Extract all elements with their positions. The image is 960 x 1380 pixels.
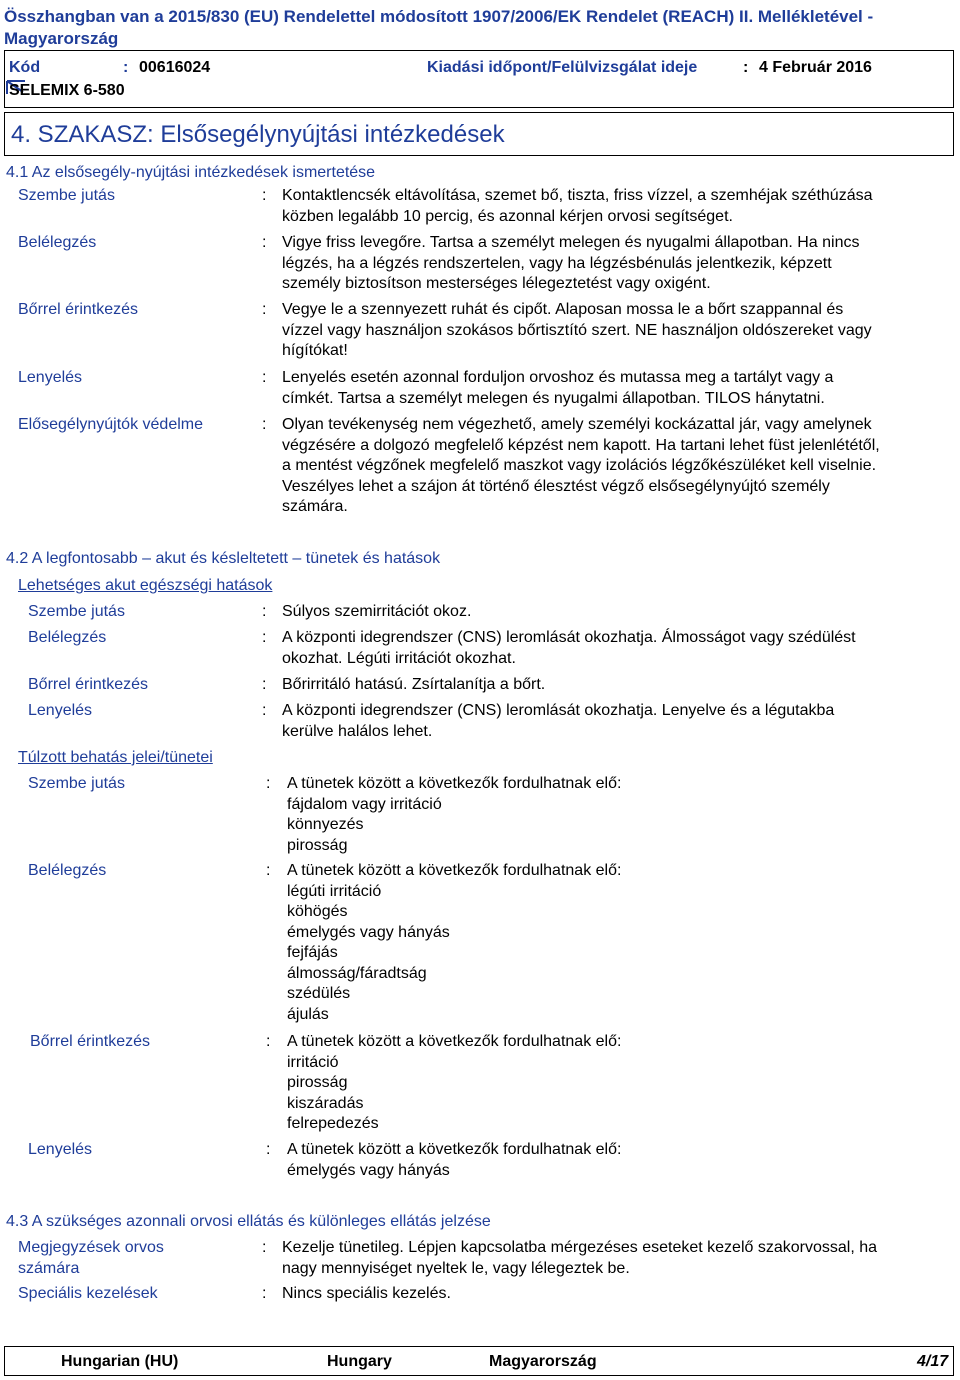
acute-inhalation-colon: : — [262, 629, 267, 646]
over-eye-line: pirosság — [287, 836, 348, 854]
over-skin-line: kiszáradás — [287, 1094, 364, 1112]
over-eye-text — [287, 774, 959, 856]
date-label: Kiadási időpont/Felülvizsgálat ideje — [427, 59, 698, 76]
s43-physician-label-line: Megjegyzések orvos — [18, 1239, 164, 1256]
s41-responders-line: Olyan tevékenység nem végezhető, amely személyi kockázattal jár, vagy amelynek — [282, 416, 872, 433]
s41-responders-line: a mentést végzőnek megfelelő maszkot vagy izolációs légzőkészüléket kell viselnie. — [282, 457, 877, 474]
s41-eye-label: Szembe jutás — [18, 187, 115, 204]
s43-special-label: Speciális kezelések — [18, 1285, 158, 1302]
s41-inhalation-line: Vigye friss levegőre. Tartsa a személyt melegen és nyugalmi állapotban. Ha nincs — [282, 234, 860, 251]
over-inhalation-line: ájulás — [287, 1005, 329, 1023]
page-footer — [4, 1346, 954, 1376]
s43-physician-colon: : — [262, 1239, 267, 1256]
acute-inhalation-line: A központi idegrendszer (CNS) leromlását okozhatja. Álmosságot vagy szédülést — [282, 629, 856, 646]
over-inhalation-colon: : — [266, 862, 271, 879]
over-inhalation-line: légúti irritáció — [287, 882, 382, 900]
s41-ingestion-line: címkét. Tartsa a személyt melegen és nyugalmi állapotban. TILOS hánytatni. — [282, 389, 825, 407]
section-header-box — [4, 112, 954, 156]
subsection-4-3-title: 4.3 A szükséges azonnali orvosi ellátás és különleges ellátás jelzése — [6, 1213, 491, 1230]
code-colon: : — [123, 59, 129, 76]
subsection-4-1-title: 4.1 Az elsősegély-nyújtási intézkedések ismertetése — [6, 164, 376, 181]
document-title-line1: Összhangban van a 2015/830 (EU) Rendelettel módosított 1907/2006/EK Rendelet (REACH) II. Mellékletével - — [4, 7, 874, 26]
acute-eye-text — [282, 602, 954, 623]
s43-special-colon: : — [262, 1285, 267, 1302]
over-ingestion-colon: : — [266, 1141, 271, 1158]
s41-skin-line: hígítókat! — [282, 342, 348, 359]
s43-special-line: Nincs speciális kezelés. — [282, 1285, 451, 1302]
s41-eye-line: Kontaktlencsék eltávolítása, szemet bő, tiszta, friss vízzel, a szemhéjak széthúzása — [282, 187, 873, 204]
over-eye-line: fájdalom vagy irritáció — [287, 795, 442, 813]
acute-skin-label: Bőrrel érintkezés — [28, 676, 149, 693]
acute-skin-text — [282, 675, 954, 696]
s41-responders-text — [282, 415, 954, 518]
footer-country: Hungary — [327, 1353, 392, 1370]
s41-responders-label: Elősegélynyújtók védelme — [18, 416, 203, 433]
acute-ingestion-text — [282, 701, 954, 742]
date-colon: : — [743, 59, 749, 76]
s41-inhalation-text — [282, 233, 954, 295]
footer-language: Hungarian (HU) — [61, 1353, 179, 1370]
over-skin-line: A tünetek között a következők fordulhatnak elő: — [287, 1033, 622, 1050]
s41-inhalation-colon: : — [262, 234, 267, 251]
over-skin-line: felrepedezés — [287, 1115, 379, 1132]
acute-effects-heading: Lehetséges akut egészségi hatások — [18, 577, 273, 594]
acute-ingestion-label: Lenyelés — [28, 702, 93, 719]
s41-responders-line: számára. — [282, 498, 348, 515]
s41-skin-line: vízzel vagy használjon szokásos bőrtisztító szert. NE használjon oldószereket vagy — [282, 321, 872, 339]
s41-ingestion-colon: : — [262, 369, 267, 386]
over-inhalation-text — [287, 861, 959, 1025]
over-inhalation-line: émelygés vagy hányás — [287, 923, 450, 941]
s43-physician-text — [282, 1238, 954, 1279]
over-eye-colon: : — [266, 775, 271, 792]
code-value: 00616024 — [139, 59, 211, 76]
product-name: SELEMIX 6-580 — [9, 82, 125, 99]
s41-responders-line: Veszélyes lehet a szájon át történő élesztést végző elsősegélynyújtó személy — [282, 477, 830, 495]
over-ingestion-line: émelygés vagy hányás — [287, 1161, 450, 1179]
s43-physician-label — [18, 1238, 164, 1279]
s41-inhalation-line: légzés, ha a légzés rendszertelen, vagy ha légzésbénulás jelentkezik, képzett — [282, 254, 832, 272]
over-ingestion-line: A tünetek között a következők fordulhatnak elő: — [287, 1141, 622, 1158]
s41-ingestion-text — [282, 368, 954, 409]
s43-special-text — [282, 1284, 954, 1305]
s41-eye-colon: : — [262, 187, 267, 204]
acute-inhalation-text — [282, 628, 954, 669]
s41-responders-line: végzésére a dolgozó megfelelő képzést nem kapott. Ha tartani lehet füst jelenlététől, — [282, 436, 880, 454]
document-title — [4, 6, 954, 50]
date-value: 4 Február 2016 — [759, 59, 872, 76]
footer-page-number: 4/17 — [917, 1353, 949, 1370]
s41-eye-text — [282, 186, 954, 227]
s41-inhalation-line: személy biztosítson mesterséges lélegeztetést vagy oxigént. — [282, 275, 711, 292]
over-inhalation-line: álmosság/fáradtság — [287, 964, 427, 982]
over-skin-colon: : — [266, 1033, 271, 1050]
s43-physician-line: Kezelje tünetileg. Lépjen kapcsolatba mérgezéses eseteket kezelő szakorvossal, ha — [282, 1239, 878, 1256]
s41-ingestion-line: Lenyelés esetén azonnal forduljon orvoshoz és mutassa meg a tartályt vagy a — [282, 369, 834, 386]
acute-ingestion-line: kerülve halálos lehet. — [282, 722, 433, 740]
code-label: Kód — [9, 59, 41, 76]
acute-eye-colon: : — [262, 603, 267, 620]
acute-eye-label: Szembe jutás — [28, 603, 125, 620]
overexposure-heading: Túlzott behatás jelei/tünetei — [18, 749, 213, 766]
over-skin-line: pirosság — [287, 1074, 348, 1091]
over-eye-line: A tünetek között a következők fordulhatnak elő: — [287, 775, 622, 792]
document-title-line2: Magyarország — [4, 29, 119, 48]
over-ingestion-text — [287, 1140, 959, 1181]
over-skin-line: irritáció — [287, 1053, 339, 1071]
over-inhalation-line: A tünetek között a következők fordulhatnak elő: — [287, 862, 622, 879]
subsection-4-2-title: 4.2 A legfontosabb – akut és késleltetett – tünetek és hatások — [6, 550, 441, 567]
s41-skin-text — [282, 300, 954, 362]
over-skin-label: Bőrrel érintkezés — [30, 1033, 151, 1050]
over-inhalation-line: köhögés — [287, 903, 348, 920]
over-inhalation-line: szédülés — [287, 985, 351, 1002]
s41-skin-colon: : — [262, 301, 267, 318]
acute-inhalation-line: okozhat. Légúti irritációt okozhat. — [282, 649, 516, 667]
acute-skin-line: Bőrirritáló hatású. Zsírtalanítja a bőrt. — [282, 676, 546, 693]
s41-ingestion-label: Lenyelés — [18, 369, 83, 386]
s41-skin-label: Bőrrel érintkezés — [18, 301, 139, 318]
s43-physician-line: nagy mennyiséget nyeltek le, vagy lélegeztek be. — [282, 1259, 630, 1277]
over-inhalation-label: Belélegzés — [28, 862, 107, 879]
s43-physician-label-line: számára — [18, 1259, 80, 1277]
over-inhalation-line: fejfájás — [287, 944, 338, 961]
acute-eye-line: Súlyos szemirritációt okoz. — [282, 603, 472, 620]
acute-skin-colon: : — [262, 676, 267, 693]
over-skin-text — [287, 1032, 959, 1135]
over-eye-line: könnyezés — [287, 816, 364, 833]
over-eye-label: Szembe jutás — [28, 775, 125, 792]
footer-country-local: Magyarország — [489, 1353, 597, 1370]
s41-skin-line: Vegye le a szennyezett ruhát és cipőt. Alaposan mossa le a bőrt szappannal és — [282, 301, 844, 318]
header-box — [4, 50, 954, 108]
s41-responders-colon: : — [262, 416, 267, 433]
over-ingestion-label: Lenyelés — [28, 1141, 93, 1158]
s41-eye-line: közben legalább 10 percig, és azonnal kérjen orvosi segítséget. — [282, 207, 733, 225]
section-title: 4. SZAKASZ: Elsősegélynyújtási intézkedések — [11, 121, 505, 148]
s41-inhalation-label: Belélegzés — [18, 234, 97, 251]
acute-ingestion-line: A központi idegrendszer (CNS) leromlását okozhatja. Lenyelve és a légutakba — [282, 702, 835, 719]
acute-ingestion-colon: : — [262, 702, 267, 719]
acute-inhalation-label: Belélegzés — [28, 629, 107, 646]
